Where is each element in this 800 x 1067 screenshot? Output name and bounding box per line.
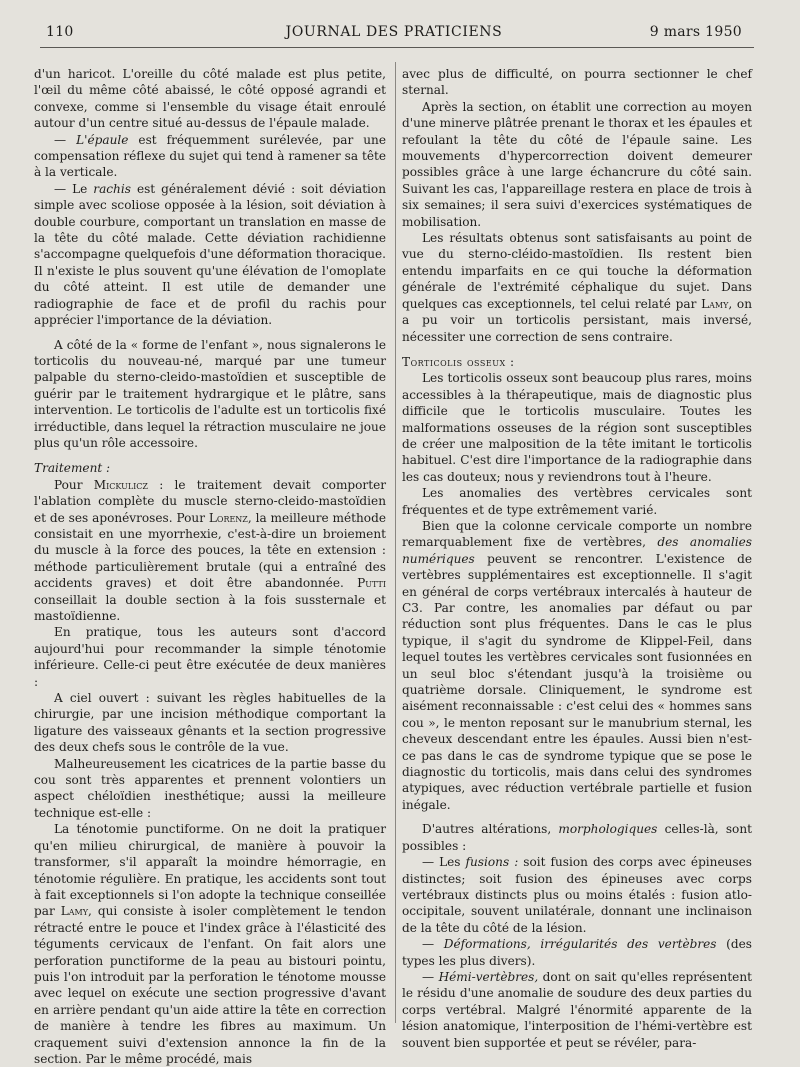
emphasis: fusions : — [465, 855, 519, 870]
paragraph: — Les fusions : soit fusion des corps avec épineuses distinctes; soit fusion des épineuses avec corps vertébraux distincts plus ou moins étalés : fusion atlo-occipitale, souvent unilatérale, donnant une inclinaison de la tête du côté de la lésion. — [402, 855, 752, 935]
author-name: Lamy — [60, 904, 89, 919]
paragraph: La ténotomie punctiforme. On ne doit la pratiquer qu'en milieu chirurgical, de manière à pouvoir la transformer, s'il apparaît la moindre hémorragie, en ténotomie régulière. En pratique, les accidents sont tout à fait exceptionnels si l'on adopte la technique conseillée par Lamy, qui consiste à isoler complètement le tendon rétracté entre le pouce et l'index grâce à l'élasticité des téguments cervicaux de l'enfant. On fait alors une perforation punctiforme de la peau au bistouri pointu, puis l'on introduit par la perforation le ténotome mousse avec lequel on exécute une section progressive d'avant en arrière pendant qu'un aide attire la tête en correction de manière à tendre les fibres au maximum. Un craquement suivi d'extension annonce la fin de la section. Par le même procédé, mais — [34, 822, 386, 1066]
author-name: Lorenz — [208, 510, 248, 525]
paragraph: — Hémi-vertèbres, dont on sait qu'elles représentent le résidu d'une anomalie de soudure des deux parties du corps vertébral. Malgré l'énormité apparente de la lésion anatomique, l'interposition de l'hémi-vertèbre est souvent bien supportée et peut se révéler, para- — [402, 969, 752, 1050]
header-rule — [40, 47, 754, 48]
section-heading-traitement: Traitement : — [34, 461, 111, 476]
running-header — [46, 24, 742, 46]
paragraph: Les anomalies des vertèbres cervicales sont fréquentes et de type extrêmement varié. — [402, 486, 752, 517]
paragraph: — Déformations, irrégularités des vertèbres (des types les plus divers). — [402, 937, 752, 968]
page-number: 110 — [46, 24, 74, 40]
left-column — [34, 66, 386, 1067]
paragraph: Bien que la colonne cervicale comporte un nombre remarquablement fixe de vertèbres, des anomalies numériques peuvent se rencontrer. L'existence de vertèbres supplémentaires est exceptionnelle. Il s'agit en général de corps vertébraux intercalés à hauteur de C3. Par contre, les anomalies par défaut ou par réduction sont plus fréquentes. Dans le cas le plus typique, il s'agit du syndrome de Klippel-Feil, dans lequel toutes les vertèbres cervicales sont fusionnées en un seul bloc s'étendant jusqu'à la troisième ou quatrième dorsale. Cliniquement, le syndrome est aisément reconnaissable : c'est celui des « hommes sans cou », le menton reposant sur le manubrium sternal, les cheveux descendant entre les épaules. Aussi bien n'est-ce pas dans le cas de syndrome typique que se pose le diagnostic du torticolis, mais dans celui des syndromes atypiques, avec réduction vertébrale partielle et fusion inégale. — [402, 518, 752, 812]
emphasis: Déformations, irrégularités des vertèbres — [443, 937, 717, 952]
author-name: Putti — [357, 576, 386, 591]
paragraph: A côté de la « forme de l'enfant », nous signalerons le torticolis du nouveau-né, marqué par une tumeur palpable du sterno-cleido-mastoïdien et susceptible de guérir par le traitement hydrargique et le plâtre, sans intervention. Le torticolis de l'adulte est un torticolis fixé irréductible, dans lequel la rétraction musculaire ne joue plus qu'un rôle accessoire. — [34, 337, 386, 450]
paragraph: Les résultats obtenus sont satisfaisants au point de vue du sterno-cléido-mastoïdien. Ils restent bien entendu imparfaits en ce qui touche la déformation générale de l'extrémité céphalique du sujet. Dans quelques cas exceptionnels, tel celui relaté par Lamy, on a pu voir un torticolis persistant, mais inversé, nécessiter une correction de sens contraire. — [402, 231, 752, 344]
issue-date: 9 mars 1950 — [649, 24, 742, 40]
emphasis: des anomalies numériques — [402, 535, 752, 566]
paragraph: Les torticolis osseux sont beaucoup plus rares, moins accessibles à la thérapeutique, mais de diagnostic plus difficile que le torticolis musculaire. Toutes les malformations osseuses de la région sont susceptibles de créer une malposition de la tête imitant le torticolis habituel. C'est dire l'importance de la radiographie dans les cas douteux; nous y reviendrons tout à l'heure. — [402, 371, 752, 484]
term-epaule: L'épaule — [76, 132, 129, 147]
paragraph: Pour Mickulicz : le traitement devait comporter l'ablation complète du muscle sterno-cleido-mastoïdien et de ses aponévroses. Pour Lorenz, la meilleure méthode consistait en une myorrhexie, c'est-à-dire un broiement du muscle à la force des pouces, la tête en extension : méthode particulièrement brutale (qui a entraîné des accidents graves) et doit être abandonnée. Putti conseillait la double section à la fois sussternale et mastoïdienne. — [34, 477, 387, 623]
paragraph: A ciel ouvert : suivant les règles habituelles de la chirurgie, par une incision méthodique comportant la ligature des vaisseaux gênants et la section progressive des deux chefs sous le contrôle de la vue. — [34, 691, 386, 755]
column-divider — [395, 62, 396, 1023]
emphasis: morphologiques — [558, 822, 658, 837]
paragraph: — Le rachis est généralement dévié : soit déviation simple avec scoliose opposée à la lésion, soit déviation à double courbure, comportant un translation en masse de la tête du côté malade. Cette déviation rachidienne s'accompagne quelquefois d'une déformation thoracique. Il n'existe le plus souvent qu'une élévation de l'omoplate du côté atteint. Il est utile de demander une radiographie de face et de profil du rachis pour apprécier l'importance de la déviation. — [34, 181, 386, 328]
paragraph: En pratique, tous les auteurs sont d'accord aujourd'hui pour recommander la simple ténotomie inférieure. Celle-ci peut être exécutée de deux manières : — [34, 625, 386, 689]
paragraph: — L'épaule est fréquemment surélevée, par une compensation réflexe du sujet qui tend à ramener sa tête à la verticale. — [34, 132, 386, 180]
journal-title: JOURNAL DES PRATICIENS — [285, 24, 503, 40]
right-column — [402, 66, 752, 1051]
paragraph: D'autres altérations, morphologiques celles-là, sont possibles : — [402, 822, 752, 853]
author-name: Lamy — [701, 296, 729, 311]
paragraph: avec plus de difficulté, on pourra sectionner le chef sternal. — [402, 67, 752, 98]
section-heading-torticolis-osseux: Torticolis osseux : — [402, 354, 515, 369]
emphasis: Hémi-vertèbres, — [438, 969, 539, 984]
term-rachis: rachis — [93, 181, 131, 196]
paragraph: Après la section, on établit une correction au moyen d'une minerve plâtrée prenant le thorax et les épaules et refoulant la tête du côté de l'épaule saine. Les mouvements d'hypercorrection doivent demeurer possibles grâce à une large échancrure du côté sain. Suivant les cas, l'appareillage restera en place de trois à six semaines; il sera suivi d'exercices systématiques de mobilisation. — [402, 99, 752, 229]
paragraph: Malheureusement les cicatrices de la partie basse du cou sont très apparentes et prennent volontiers un aspect chéloïdien inesthétique; aussi la meilleure technique est-elle : — [34, 756, 386, 820]
author-name: Mickulicz — [93, 477, 148, 492]
paragraph: d'un haricot. L'oreille du côté malade est plus petite, l'œil du même côté abaissé, le côté opposé agrandi et convexe, comme si l'ensemble du visage était enroulé autour d'un centre situé au-dessus de l'épaule malade. — [34, 67, 386, 131]
